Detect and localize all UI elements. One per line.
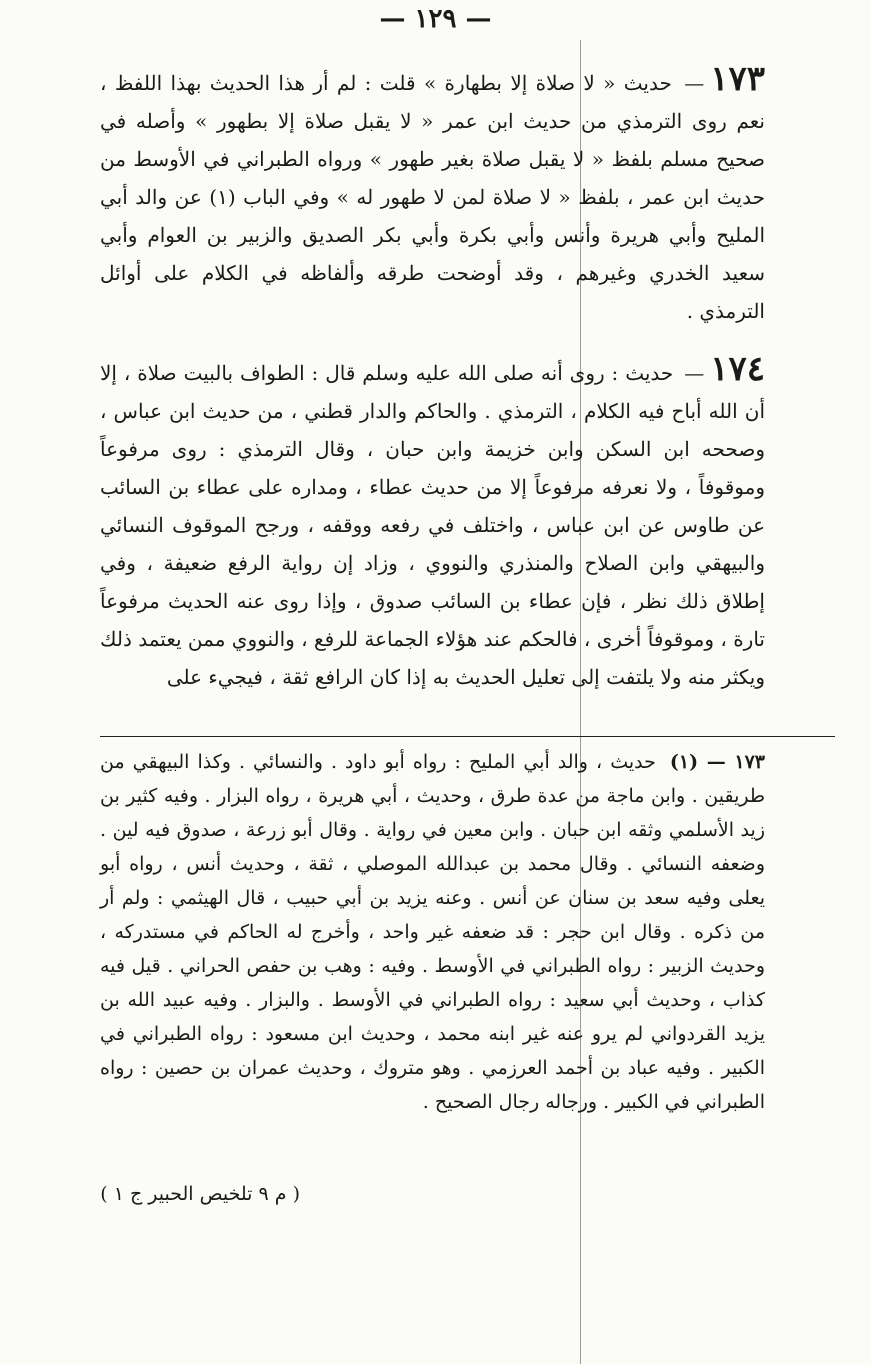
entry-paragraph <box>100 350 765 696</box>
entry-dash: — <box>684 71 705 95</box>
entry-number: ١٧٤ <box>710 349 765 389</box>
entry-number: ١٧٣ <box>710 59 766 99</box>
footnote-divider <box>100 736 835 737</box>
entry-dash: — <box>684 361 705 385</box>
footnote <box>100 745 765 1119</box>
footnote-text: حديث ، والد أبي المليح : رواه أبو داود . والنسائي . وكذا البيهقي من طريقين . وابن ماجة من عدة طرق ، وحديث ، أبي هريرة ، رواه البزار . وفيه كثير بن زيد الأسلمي وثقه ابن حبان . وابن معين في رواية . وقال أبو زرعة ، صدوق فيه لين . وضعفه النسائي . وقال محمد بن عبدالله الموصلي ، ثقة ، وحديث أنس ، رواه أبو يعلى وفيه سعد بن سنان عن أنس . وعنه يزيد بن أبي حبيب ، قال الهيثمي : ولم أر من ذكره . وقال ابن حجر : قد ضعفه غير واحد ، وأخرج له الحاكم في مستدركه ، وحديث الزبير : رواه الطبراني في الأوسط . وفيه : وهب بن حفص الحراني . قيل فيه كذاب ، وحديث أبي سعيد : رواه الطبراني في الأوسط . والبزار . وفيه عبيد الله بن يزيد القردواني لم يرو عنه غير ابنه محمد ، وحديث ابن مسعود : رواه الطبراني في الكبير . وفيه عباد بن أحمد العرزمي . وهو متروك ، وحديث عمران بن حصين : رواه الطبراني في الكبير . ورجاله رجال الصحيح . <box>100 751 765 1113</box>
entry-text: حديث : روى أنه صلى الله عليه وسلم قال : الطواف بالبيت صلاة ، إلا أن الله أباح فيه الكلام ، الترمذي . والحاكم والدار قطني ، من حديث ابن عباس ، وصححه ابن السكن وابن خزيمة وابن حبان ، وقال الترمذي : روى مرفوعاً وموقوفاً ، ولا نعرفه مرفوعاً إلا من حديث عطاء ، ومداره على عطاء بن السائب عن طاوس عن ابن عباس ، واختلف في رفعه ووقفه ، ورجح الموقوف النسائي والبيهقي وابن الصلاح والمنذري والنووي ، وزاد إن رواية الرفع ضعيفة ، وفي إطلاق ذلك نظر ، فإن عطاء بن السائب صدوق ، وإذا روى عنه الحديث مرفوعاً تارة ، وموقوفاً أخرى ، فالحكم عند هؤلاء الجماعة للرفع ، والنووي ممن يعتمد ذلك ويكثر منه ولا يلتفت إلى تعليل الحديث به إذا كان الرافع ثقة ، فيجيء على <box>100 361 765 689</box>
entry-text: حديث « لا صلاة إلا بطهارة » قلت : لم أر هذا الحديث بهذا اللفظ ، نعم روى الترمذي من حديث ابن عمر « لا يقبل صلاة إلا بطهور » وأصله في صحيح مسلم بلفظ « لا يقبل صلاة بغير طهور » ورواه الطبراني في الأوسط من حديث ابن عمر ، بلفظ « لا صلاة لمن لا طهور له » وفي الباب (١) عن والد أبي المليح وأبي هريرة وأنس وأبي بكرة وأبي بكر الصديق والزبير بن العوام وأبي سعيد الخدري وغيرهم ، وقد أوضحت طرقه وألفاظه في الكلام على أوائل الترمذي . <box>100 71 765 323</box>
footnote-ref: ١٧٣ — (١) <box>669 751 765 773</box>
signature-mark: ( م ٩ تلخيص الحبير ج ١ ) <box>100 1183 300 1205</box>
page-number: — ١٢٩ — <box>379 4 492 34</box>
entry-173 <box>100 60 765 330</box>
entry-174 <box>100 350 765 696</box>
entry-paragraph <box>100 60 765 330</box>
